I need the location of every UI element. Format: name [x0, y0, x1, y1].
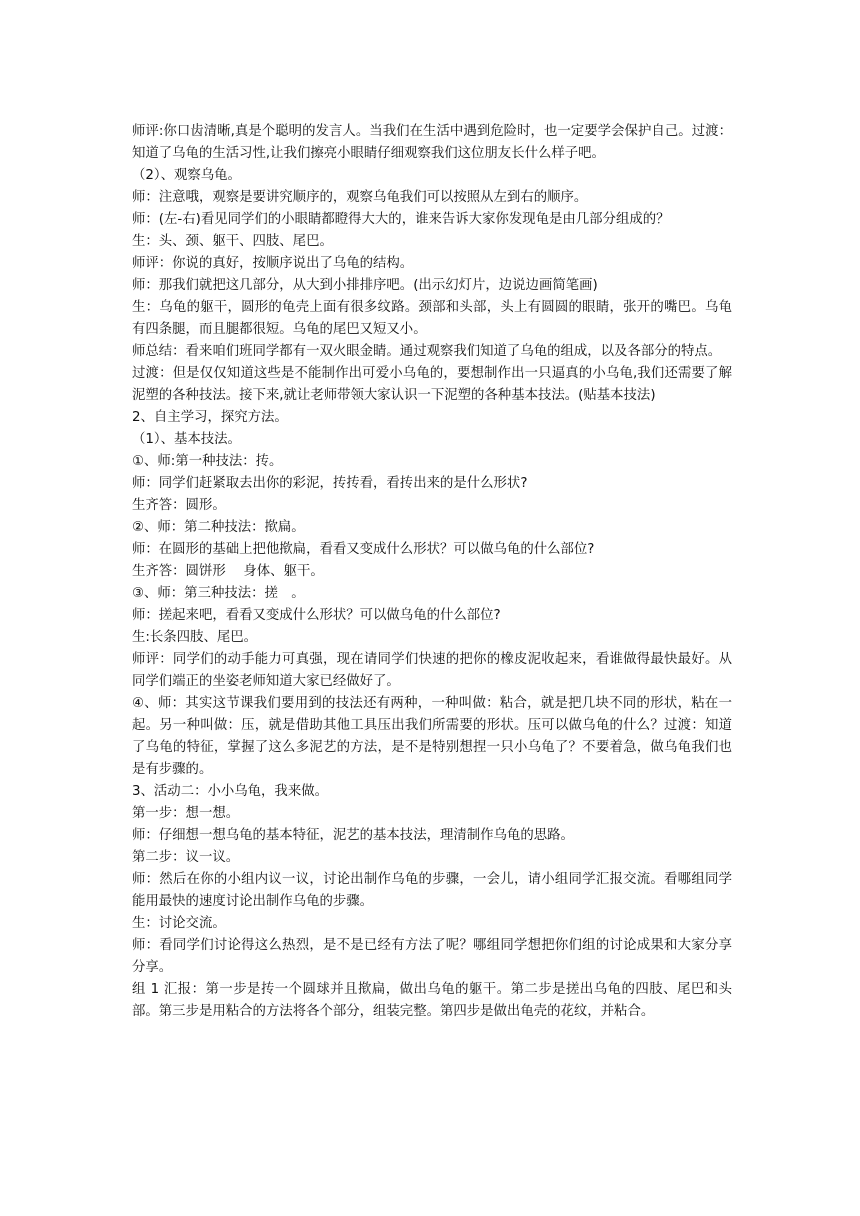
paragraph: 生:长条四肢、尾巴。	[132, 630, 258, 645]
paragraph: 生：讨论交流。	[132, 916, 226, 931]
paragraph: 师：看同学们讨论得这么热烈，是不是已经有方法了呢？哪组同学想把你们组的讨论成果和大家分享分享。	[132, 938, 732, 975]
paragraph: 过渡：但是仅仅知道这些是不能制作出可爱小乌龟的，要想制作出一只逼真的小乌龟,我们还需要了解泥塑的各种技法。接下来,就让老师带领大家认识一下泥塑的各种基本技法。(贴基本技法)	[132, 366, 732, 403]
paragraph: 师总结：看来咱们班同学都有一双火眼金睛。通过观察我们知道了乌龟的组成，以及各部分的特点。	[132, 344, 722, 359]
paragraph: 师：那我们就把这几部分，从大到小排排序吧。(出示幻灯片，边说边画简笔画)	[132, 278, 598, 293]
paragraph: 师评:你口齿清晰,真是个聪明的发言人。当我们在生活中遇到危险时，也一定要学会保护自己。过渡：知道了乌龟的生活习性,让我们擦亮小眼睛仔细观察我们这位朋友长什么样子吧。	[132, 124, 732, 161]
paragraph: ②、师：第二种技法：揿扁。	[132, 520, 305, 535]
paragraph: 生齐答：圆形。	[132, 498, 226, 513]
section-heading: 3、活动二：小小乌龟，我来做。	[132, 784, 328, 799]
paragraph: 第二步：议一议。	[132, 850, 240, 865]
paragraph: ④、师：其实这节课我们要用到的技法还有两种，一种叫做：粘合，就是把几块不同的形状，粘在一起。另一种叫做：压，就是借助其他工具压出我们所需要的形状。压可以做乌龟的什么？过渡：知道了乌龟的特征，掌握了这么多泥艺的方法，是不是特别想捏一只小乌龟了？不要着急，做乌龟我们也是有步骤的。	[132, 696, 732, 777]
paragraph: 师评：同学们的动手能力可真强，现在请同学们快速的把你的橡皮泥收起来，看谁做得最快最好。从同学们端正的坐姿老师知道大家已经做好了。	[132, 652, 732, 689]
paragraph: 师：注意哦，观察是要讲究顺序的，观察乌龟我们可以按照从左到右的顺序。	[132, 190, 588, 205]
paragraph: 组 1 汇报：第一步是抟一个圆球并且揿扁，做出乌龟的躯干。第二步是搓出乌龟的四肢、尾巴和头部。第三步是用粘合的方法将各个部分，组装完整。第四步是做出龟壳的花纹，并粘合。	[132, 982, 732, 1019]
paragraph: 第一步：想一想。	[132, 806, 240, 821]
paragraph: 生：乌龟的躯干，圆形的龟壳上面有很多纹路。颈部和头部，头上有圆圆的眼睛，张开的嘴巴。乌龟有四条腿，而且腿都很短。乌龟的尾巴又短又小。	[132, 300, 732, 337]
paragraph: （2）、观察乌龟。	[132, 168, 241, 183]
paragraph: 师：(左-右)看见同学们的小眼睛都瞪得大大的，谁来告诉大家你发现龟是由几部分组成的？	[132, 212, 670, 227]
paragraph: ③、师：第三种技法：搓 。	[132, 586, 305, 601]
paragraph: 师：然后在你的小组内议一议，讨论出制作乌龟的步骤，一会儿，请小组同学汇报交流。看哪组同学能用最快的速度讨论出制作乌龟的步骤。	[132, 872, 732, 909]
paragraph: 师：同学们赶紧取去出你的彩泥，抟抟看，看抟出来的是什么形状?	[132, 476, 528, 491]
paragraph: ①、师:第一种技法：抟。	[132, 454, 283, 469]
paragraph: 师：搓起来吧，看看又变成什么形状？可以做乌龟的什么部位?	[132, 608, 501, 623]
paragraph: 师评：你说的真好，按顺序说出了乌龟的结构。	[132, 256, 414, 271]
paragraph: 师：仔细想一想乌龟的基本特征，泥艺的基本技法，理清制作乌龟的思路。	[132, 828, 574, 843]
document-body	[132, 121, 732, 1023]
paragraph: 师：在圆形的基础上把他揿扁，看看又变成什么形状？可以做乌龟的什么部位?	[132, 542, 595, 557]
paragraph: 生齐答：圆饼形 身体、躯干。	[132, 564, 324, 579]
subsection-heading: （1）、基本技法。	[132, 432, 241, 447]
paragraph: 生：头、颈、躯干、四肢、尾巴。	[132, 234, 333, 249]
section-heading: 2、自主学习，探究方法。	[132, 410, 288, 425]
